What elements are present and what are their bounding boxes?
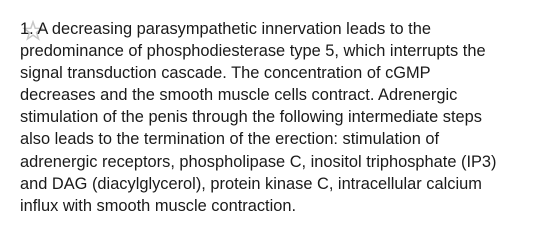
paragraph-line: signal transduction cascade. The concentration of cGMP [20, 64, 431, 83]
paragraph-line: and DAG (diacylglycerol), protein kinase C, intracellular calcium [20, 174, 482, 193]
paragraph-line: predominance of phosphodiesterase type 5, which interrupts the [20, 42, 486, 61]
paragraph-line: also leads to the termination of the erection: stimulation of [20, 130, 440, 149]
paragraph-line: adrenergic receptors, phospholipase C, inositol triphosphate (IP3) [20, 152, 497, 171]
paragraph-line: stimulation of the penis through the following intermediate steps [20, 108, 482, 127]
answer-paragraph [20, 18, 550, 217]
paragraph-line: influx with smooth muscle contraction. [20, 196, 297, 215]
paragraph-line: 1. A decreasing parasympathetic innervation leads to the [20, 20, 431, 38]
paragraph-line: decreases and the smooth muscle cells contract. Adrenergic [20, 86, 458, 105]
